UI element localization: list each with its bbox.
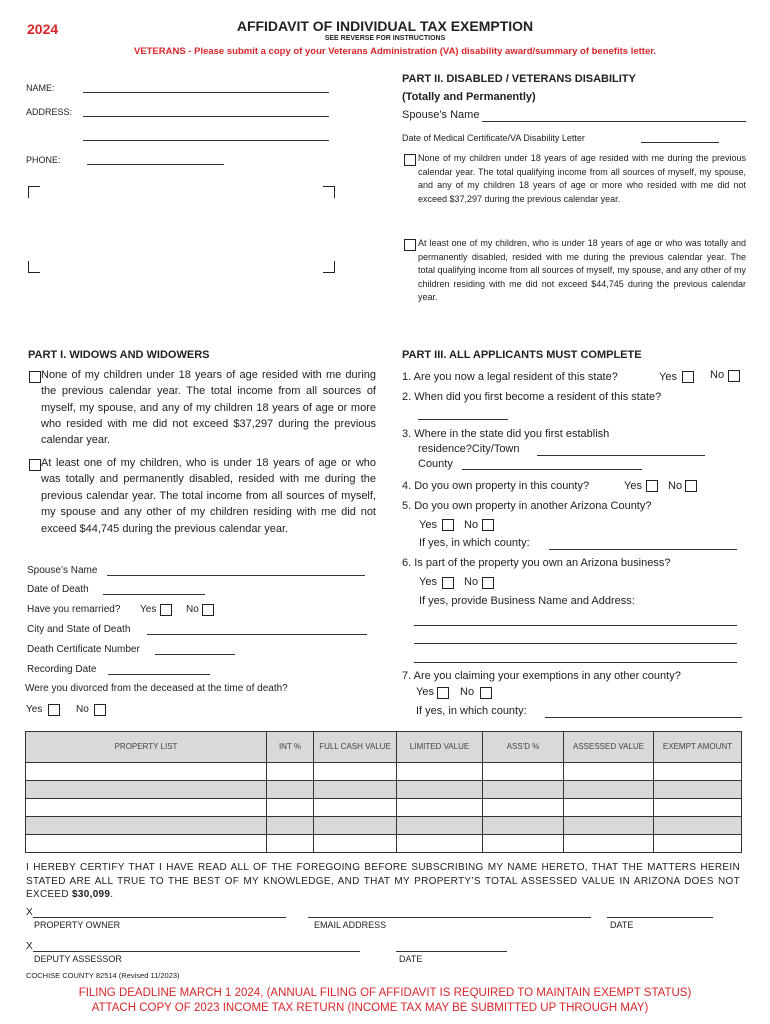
form-subtitle: SEE REVERSE FOR INSTRUCTIONS bbox=[324, 35, 446, 42]
part1-death-cert-field[interactable] bbox=[155, 654, 235, 655]
part2-option1-text: None of my children under 18 years of age resided with me during the previous calendar year. The total qualifying income from all sources of myself, my spouse, and any of my children 18 years of age or more who resided with me did not exceed $37,297 during the previous calendar year. bbox=[418, 153, 746, 204]
form-year: 2024 bbox=[27, 21, 59, 37]
owner-date-field[interactable] bbox=[607, 917, 713, 918]
col-property-list: PROPERTY LIST bbox=[26, 732, 267, 763]
part3-q3-city-label: residence?City/Town bbox=[418, 443, 520, 455]
table-row[interactable] bbox=[26, 799, 742, 817]
veterans-note: VETERANS - Please submit a copy of your Veterans Administration (VA) disability award/summary of benefits letter. bbox=[133, 46, 657, 57]
part3-q7-county-field[interactable] bbox=[545, 717, 742, 718]
part2-date-cert-field[interactable] bbox=[641, 142, 719, 143]
deputy-assessor-label: DEPUTY ASSESSOR bbox=[34, 954, 122, 964]
part1-spouse-field[interactable] bbox=[107, 575, 365, 576]
deputy-date-label: DATE bbox=[399, 954, 423, 964]
part3-q5: 5. Do you own property in another Arizona County? bbox=[402, 500, 652, 512]
phone-field[interactable] bbox=[87, 164, 224, 165]
part3-q6-yes-checkbox[interactable] bbox=[442, 577, 454, 589]
corner-mark bbox=[28, 261, 40, 273]
part1-recording-field[interactable] bbox=[108, 674, 210, 675]
part3-q5-yes-checkbox[interactable] bbox=[442, 519, 454, 531]
owner-signature-field[interactable] bbox=[33, 917, 286, 918]
owner-x-mark: X bbox=[26, 907, 33, 918]
part3-q2-field[interactable] bbox=[418, 419, 508, 420]
part1-remarried-no-checkbox[interactable] bbox=[202, 604, 214, 616]
part3-q6-no: No bbox=[464, 576, 479, 588]
part3-q4-no: No bbox=[668, 480, 683, 492]
part3-q3-city-field[interactable] bbox=[537, 455, 705, 456]
part3-q6-business-label: If yes, provide Business Name and Address: bbox=[419, 595, 635, 607]
part1-city-state-label: City and State of Death bbox=[27, 624, 131, 635]
part3-q1-yes-checkbox[interactable] bbox=[682, 371, 694, 383]
part3-q4-yes-checkbox[interactable] bbox=[646, 480, 658, 492]
part3-q6-business-field-1[interactable] bbox=[414, 625, 737, 626]
part1-remarried-no: No bbox=[186, 604, 199, 615]
phone-label: PHONE: bbox=[26, 155, 61, 165]
certification-body: I HEREBY CERTIFY THAT I HAVE READ ALL OF THE FOREGOING BEFORE SUBSCRIBING MY NAME HERETO, THAT THE MATTERS HEREIN STATED ARE ALL TRUE TO THE BEST OF MY KNOWLEDGE, AND THAT MY PROPERTY’S TOTAL ASSESSED VALUE IN ARIZONA DOES NOT EXCEED bbox=[26, 862, 740, 900]
table-row[interactable] bbox=[26, 763, 742, 781]
part1-death-cert-label: Death Certificate Number bbox=[27, 644, 140, 655]
table-row[interactable] bbox=[26, 835, 742, 853]
address-field-2[interactable] bbox=[83, 140, 329, 141]
part2-spouse-label: Spouse’s Name bbox=[402, 109, 480, 121]
part1-recording-label: Recording Date bbox=[27, 664, 97, 675]
part3-q4-no-checkbox[interactable] bbox=[685, 480, 697, 492]
part1-divorced-label: Were you divorced from the deceased at the time of death? bbox=[25, 683, 288, 694]
part3-title: PART III. ALL APPLICANTS MUST COMPLETE bbox=[402, 349, 642, 361]
property-table-header bbox=[26, 732, 742, 763]
part2-option1-checkbox[interactable] bbox=[404, 154, 416, 166]
name-field[interactable] bbox=[83, 92, 329, 93]
part3-q6-business-field-3[interactable] bbox=[414, 662, 737, 663]
part2-subtitle: (Totally and Permanently) bbox=[402, 91, 536, 103]
property-table bbox=[25, 731, 742, 853]
part3-q6-no-checkbox[interactable] bbox=[482, 577, 494, 589]
table-row[interactable] bbox=[26, 781, 742, 799]
part1-remarried-label: Have you remarried? bbox=[27, 604, 121, 615]
email-field[interactable] bbox=[308, 917, 591, 918]
owner-date-label: DATE bbox=[610, 920, 634, 930]
part3-q3: 3. Where in the state did you first establish bbox=[402, 428, 610, 440]
part3-q5-no: No bbox=[464, 519, 479, 531]
attach-tax-return: ATTACH COPY OF 2023 INCOME TAX RETURN (INCOME TAX MAY BE SUBMITTED UP THROUGH MAY) bbox=[91, 1002, 649, 1014]
part3-q2: 2. When did you first become a resident of this state? bbox=[402, 391, 662, 403]
form-title: AFFIDAVIT OF INDIVIDUAL TAX EXEMPTION bbox=[236, 18, 534, 34]
part1-option1-checkbox[interactable] bbox=[29, 371, 41, 383]
part3-q7-no-checkbox[interactable] bbox=[480, 687, 492, 699]
corner-mark bbox=[28, 186, 40, 198]
form-id: COCHISE COUNTY 82514 (Revised 11/2023) bbox=[26, 971, 180, 980]
part1-divorced-no-checkbox[interactable] bbox=[94, 704, 106, 716]
part3-q7-yes: Yes bbox=[416, 686, 434, 698]
part1-option2-text: At least one of my children, who is under 18 years of age or who was totally and permanently disabled, resided with me during the previous calendar year. The total income from all sources of myself, my spouse and any other of my children residing with me did not exceed $44,745 during the previous calendar year. bbox=[41, 457, 376, 535]
part3-q5-yes: Yes bbox=[419, 519, 437, 531]
part1-remarried-yes-checkbox[interactable] bbox=[160, 604, 172, 616]
corner-mark bbox=[323, 186, 335, 198]
deputy-signature-field[interactable] bbox=[33, 951, 360, 952]
col-assessed-value: ASSESSED VALUE bbox=[564, 732, 654, 763]
part3-q7-no: No bbox=[460, 686, 475, 698]
part3-q4: 4. Do you own property in this county? bbox=[402, 480, 590, 492]
part1-option1-text: None of my children under 18 years of age resided with me during the previous calendar year. The total income from all sources of myself, my spouse, and any of my children 18 years of age or more who resided with me did not exceed $37,297 during the previous calendar year. bbox=[41, 369, 376, 447]
deputy-date-field[interactable] bbox=[396, 951, 507, 952]
address-field-1[interactable] bbox=[83, 116, 329, 117]
col-exempt-amount: EXEMPT AMOUNT bbox=[654, 732, 742, 763]
part2-title: PART II. DISABLED / VETERANS DISABILITY bbox=[402, 73, 636, 85]
certification-amount: $30,099 bbox=[72, 889, 111, 900]
part3-q5-no-checkbox[interactable] bbox=[482, 519, 494, 531]
part3-q7-county-label: If yes, in which county: bbox=[416, 705, 527, 717]
part3-q3-county-field[interactable] bbox=[462, 469, 642, 470]
part3-q3-county-label: County bbox=[418, 458, 453, 470]
part1-spouse-label: Spouse’s Name bbox=[27, 565, 98, 576]
part3-q6-business-field-2[interactable] bbox=[414, 643, 737, 644]
certification-text: I HEREBY CERTIFY THAT I HAVE READ ALL OF THE FOREGOING BEFORE SUBSCRIBING MY NAME HERETO, THAT THE MATTERS HEREIN STATED ARE ALL TRUE TO THE BEST OF MY KNOWLEDGE, AND THAT MY PROPERTY’S TOTAL ASSESSED VALUE IN ARIZONA DOES NOT EXCEED $30,099. bbox=[26, 862, 740, 900]
part2-option2-text: At least one of my children, who is under 18 years of age or who was totally and permanently disabled, resided with me during the previous calendar year. The total qualifying income from all sources of myself, my spouse, and any other of my children residing with me did not exceed $44,745 during the previous calendar year. bbox=[418, 238, 746, 302]
part1-date-death-field[interactable] bbox=[103, 594, 205, 595]
part3-q4-yes: Yes bbox=[624, 480, 642, 492]
corner-mark bbox=[323, 261, 335, 273]
part3-q1: 1. Are you now a legal resident of this state? bbox=[402, 371, 618, 383]
part2-date-cert-label: Date of Medical Certificate/VA Disability Letter bbox=[402, 133, 585, 143]
part3-q1-no: No bbox=[710, 369, 725, 381]
part1-title: PART I. WIDOWS AND WIDOWERS bbox=[28, 349, 210, 361]
property-owner-label: PROPERTY OWNER bbox=[34, 920, 121, 930]
part1-date-death-label: Date of Death bbox=[27, 584, 89, 595]
part3-q6-yes: Yes bbox=[419, 576, 437, 588]
part3-q7: 7. Are you claiming your exemptions in any other county? bbox=[402, 670, 681, 682]
part3-q1-yes: Yes bbox=[659, 371, 677, 383]
name-label: NAME: bbox=[26, 83, 55, 93]
col-limited-value: LIMITED VALUE bbox=[397, 732, 483, 763]
col-full-cash-value: FULL CASH VALUE bbox=[314, 732, 397, 763]
deputy-x-mark: X bbox=[26, 941, 33, 952]
col-int-pct: INT % bbox=[267, 732, 314, 763]
email-label: EMAIL ADDRESS bbox=[314, 920, 387, 930]
part1-remarried-yes: Yes bbox=[140, 604, 157, 615]
part1-option2-checkbox[interactable] bbox=[29, 459, 41, 471]
part2-option2-checkbox[interactable] bbox=[404, 239, 416, 251]
table-row[interactable] bbox=[26, 817, 742, 835]
part1-divorced-no: No bbox=[76, 704, 89, 715]
part3-q7-yes-checkbox[interactable] bbox=[437, 687, 449, 699]
address-label: ADDRESS: bbox=[26, 107, 73, 117]
part1-city-state-field[interactable] bbox=[147, 634, 367, 635]
part3-q1-no-checkbox[interactable] bbox=[728, 370, 740, 382]
part1-divorced-yes-checkbox[interactable] bbox=[48, 704, 60, 716]
part1-divorced-yes: Yes bbox=[26, 704, 43, 715]
part3-q5-county-label: If yes, in which county: bbox=[419, 537, 530, 549]
part2-spouse-field[interactable] bbox=[482, 121, 746, 122]
part3-q5-county-field[interactable] bbox=[549, 549, 737, 550]
filing-deadline: FILING DEADLINE MARCH 1 2024, (ANNUAL FILING OF AFFIDAVIT IS REQUIRED TO MAINTAIN EXEMPT STATUS) bbox=[78, 987, 692, 999]
part3-q6: 6. Is part of the property you own an Arizona business? bbox=[402, 557, 671, 569]
col-assd-pct: ASS'D % bbox=[483, 732, 564, 763]
